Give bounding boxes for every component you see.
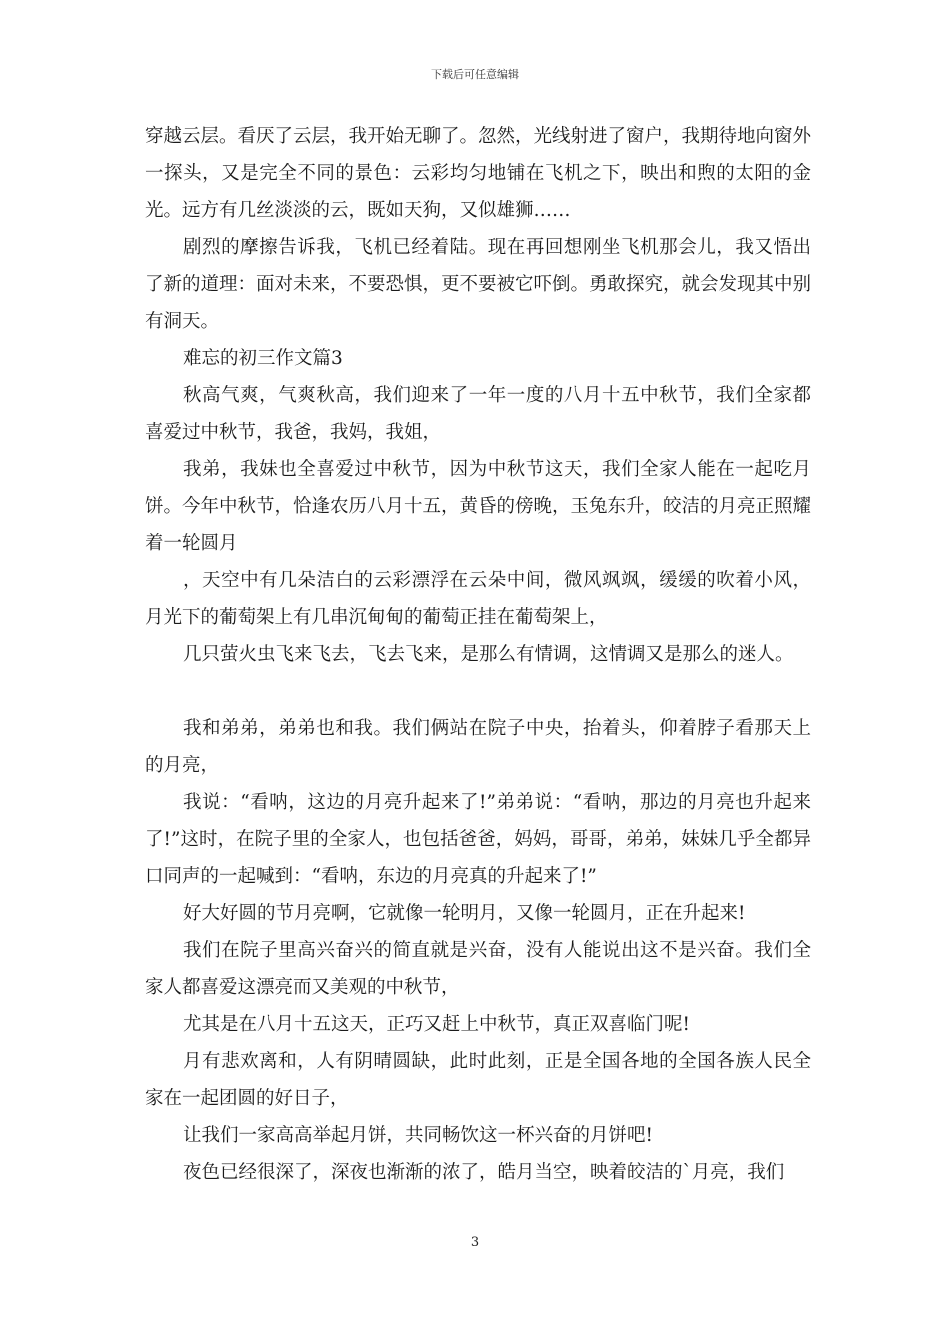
paragraph: 我弟，我妹也全喜爱过中秋节，因为中秋节这天，我们全家人能在一起吃月饼。今年中秋节，恰逢农历八月十五，黄昏的傍晚，玉兔东升，皎洁的月亮正照耀着一轮圆月 [145,459,812,554]
paragraph: 夜色已经很深了，深夜也渐渐的浓了，皓月当空，映着皎洁的`月亮，我们 [183,1162,785,1183]
paragraph: 让我们一家高高举起月饼，共同畅饮这一杯兴奋的月饼吧! [183,1125,653,1146]
section-heading: 难忘的初三作文篇3 [183,348,343,369]
page-header: 下载后可任意编辑 [431,68,519,81]
document-body [145,118,811,1191]
paragraph: 我们在院子里高兴奋兴的简直就是兴奋，没有人能说出这不是兴奋。我们全家人都喜爱这漂亮而又美观的中秋节， [145,940,811,998]
paragraph: 剧烈的摩擦告诉我，飞机已经着陆。现在再回想刚坐飞机那会儿，我又悟出了新的道理：面对未来，不要恐惧，更不要被它吓倒。勇敢探究，就会发现其中别有洞天。 [145,237,812,332]
paragraph: 秋高气爽，气爽秋高，我们迎来了一年一度的八月十五中秋节，我们全家都喜爱过中秋节，我爸，我妈，我姐， [145,385,811,443]
paragraph: 我和弟弟，弟弟也和我。我们俩站在院子中央，抬着头，仰着脖子看那天上的月亮， [145,718,811,776]
blank-line [145,673,811,710]
page-number: 3 [470,1235,480,1250]
paragraph: 月有悲欢离和，人有阴晴圆缺，此时此刻，正是全国各地的全国各族人民全家在一起团圆的好日子， [145,1051,811,1109]
paragraph: 尤其是在八月十五这天，正巧又赶上中秋节，真正双喜临门呢! [183,1014,690,1035]
paragraph: 几只萤火虫飞来飞去，飞去飞来，是那么有情调，这情调又是那么的迷人。 [183,644,794,665]
paragraph: 好大好圆的节月亮啊，它就像一轮明月，又像一轮圆月，正在升起来! [183,903,746,924]
paragraph: ，天空中有几朵洁白的云彩漂浮在云朵中间，微风飒飒，缓缓的吹着小风，月光下的葡萄架上有几串沉甸甸的葡萄正挂在葡萄架上， [145,570,811,628]
paragraph: 穿越云层。看厌了云层，我开始无聊了。忽然，光线射进了窗户，我期待地向窗外一探头，又是完全不同的景色：云彩均匀地铺在飞机之下，映出和煦的太阳的金光。远方有几丝淡淡的云，既如天狗，又似雄狮…… [145,126,812,221]
paragraph: 我说：“看呐，这边的月亮升起来了!”弟弟说：“看呐，那边的月亮也升起来了!”这时，在院子里的全家人，也包括爸爸，妈妈，哥哥，弟弟，妹妹几乎全都异口同声的一起喊到：“看呐，东边的月亮真的升起来了!” [145,792,811,887]
